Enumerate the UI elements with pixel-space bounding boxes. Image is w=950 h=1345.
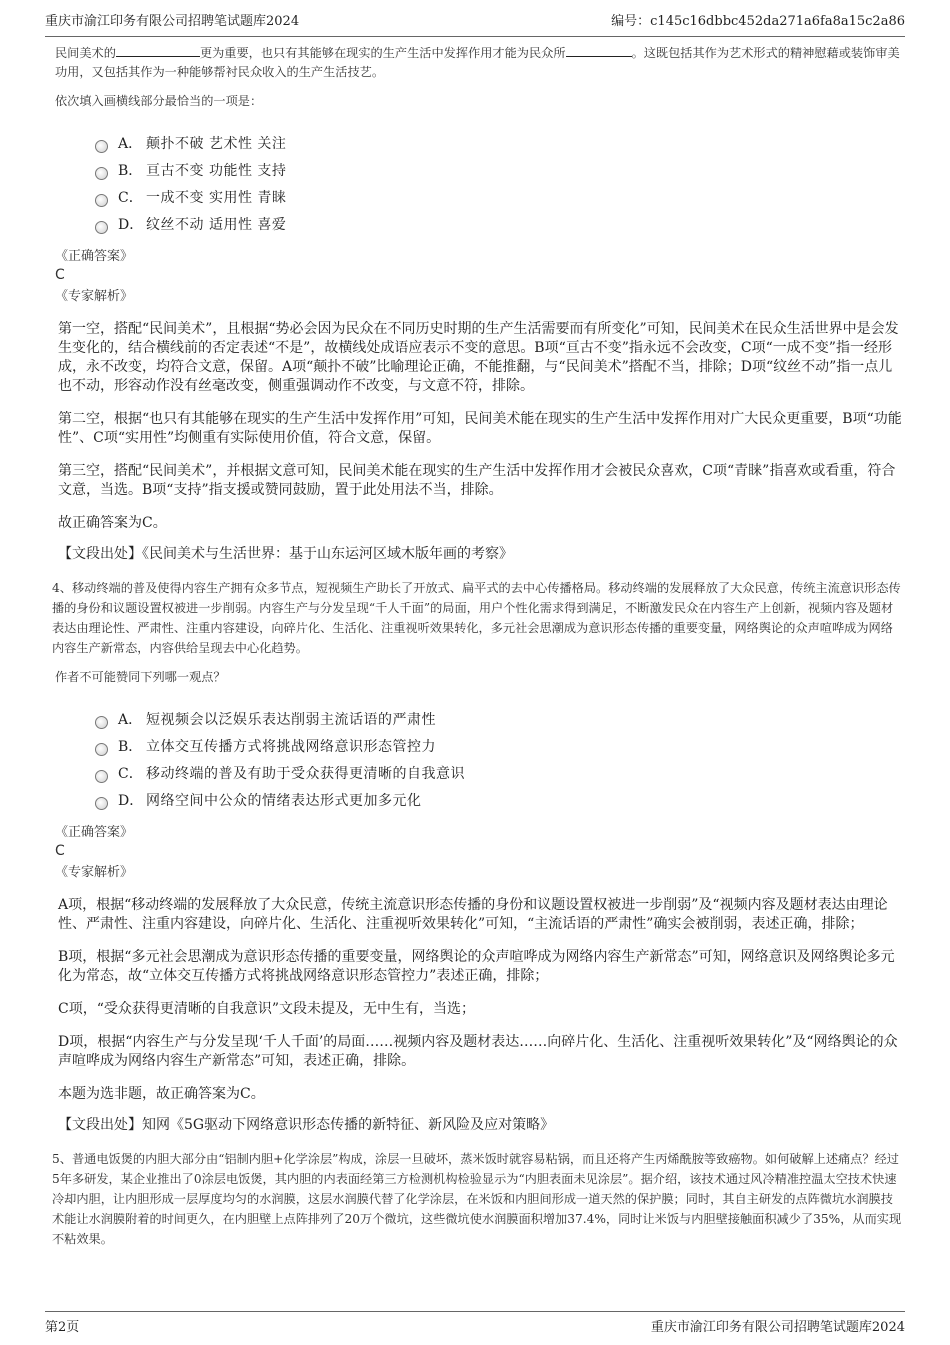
q3-analysis-1: 第一空，搭配“民间美术”，且根据“势必会因为民众在不同历史时期的生产生活需要而有所变化”可知，民间美术在民众生活世界中是会发生变化的，结合横线前的否定表述“不是”，故横线处成语应表示不变的意思。B项“亘古不变”指永远不会改变，C项“一成不变”指一经形成，永不改变，均符合文意，保留。A项“颠扑不破”比喻理论正确，不能推翻，与“民间美术”搭配不当，排除；D项“纹丝不动”指一点儿也不动，形容动作没有丝毫改变，侧重强调动作不改变，与文意不符，排除。 [58, 321, 899, 394]
radio-icon[interactable] [95, 743, 108, 756]
q4-analysis-b: B项，根据“多元社会思潮成为意识形态传播的重要变量，网络舆论的众声喧哗成为网络内容生产新常态”可知，网络意识及网络舆论多元化为常态，故“立体交互传播方式将挑战网络意识形态管控力”表述正确，排除； [58, 949, 895, 984]
option-text: 立体交互传播方式将挑战网络意识形态管控力 [146, 739, 436, 755]
q4-option-d[interactable] [95, 788, 905, 815]
page-number: 第2页 [45, 1320, 80, 1335]
option-letter: A． [118, 136, 143, 152]
radio-icon[interactable] [95, 797, 108, 810]
q3-option-b[interactable] [95, 158, 905, 185]
q3-source: 【文段出处】《民间美术与生活世界：基于山东运河区域木版年画的考察》 [58, 546, 513, 562]
q4-answer: C [55, 843, 65, 859]
q3-option-a[interactable] [95, 131, 905, 158]
q4-stem: 4、移动终端的普及使得内容生产拥有众多节点，短视频生产助长了开放式、扁平式的去中心传播格局。移动终端的发展释放了大众民意，传统主流意识形态传播的身份和议题设置权被进一步削弱。内容生产与分发呈现“千人千面”的局面，用户个性化需求得到满足，不断激发民众在内容生产上创新，视频内容及题材表达由理论性、严肃性、注重内容建设，向碎片化、生活化、注重视听效果转化，多元社会思潮成为意识形态传播的重要变量，网络舆论的众声喧哗成为网络内容生产新常态，内容供给呈现去中心化趋势。 [52, 581, 901, 655]
q3-option-c[interactable] [95, 185, 905, 212]
q3-stem [55, 44, 905, 82]
q3-prompt: 依次填入画横线部分最恰当的一项是： [55, 94, 263, 108]
q5-stem: 5、普通电饭煲的内胆大部分由“铝制内胆+化学涂层”构成，涂层一旦破坏，蒸米饭时就容易粘锅，而且还将产生丙烯酰胺等致癌物。如何破解上述痛点？经过5年多研发，某企业推出了0涂层电饭煲，其内胆的内表面经第三方检测机构检验显示为“内胆表面未见涂层”。据介绍，该技术通过风冷精准控温太空技术快速冷却内胆，让内胆形成一层厚度均匀的水润膜，这层水润膜代替了化学涂层，在米饭和内胆间形成一道天然的保护膜；同时，其自主研发的点阵微坑水润膜技术能让水润膜附着的时间更久，在内胆壁上点阵排列了20万个微坑，这些微坑使水润膜面积增加37.4%，同时让米饭与内胆壁接触面积减少了35%，从而实现不粘效果。 [52, 1152, 902, 1246]
q4-analysis-label: 《专家解析》 [55, 865, 134, 880]
q3-analysis-3: 第三空，搭配“民间美术”，并根据文意可知，民间美术能在现实的生产生活中发挥作用才会被民众喜欢，C项“青睐”指喜欢或看重，符合文意，当选。B项“支持”指支援或赞同鼓励，置于此处用法不当，排除。 [58, 463, 896, 498]
q3-analysis-2: 第二空，根据“也只有其能够在现实的生产生活中发挥作用”可知，民间美术能在现实的生产生活中发挥作用对广大民众更重要，B项“功能性”、C项“实用性”均侧重有实际使用价值，符合文意，保留。 [58, 411, 902, 446]
option-text: 移动终端的普及有助于受众获得更清晰的自我意识 [146, 766, 465, 782]
radio-icon[interactable] [95, 770, 108, 783]
header-title: 重庆市渝江印务有限公司招聘笔试题库2024 [45, 14, 300, 29]
option-letter: C． [118, 766, 143, 782]
q3-analysis-label: 《专家解析》 [55, 289, 134, 304]
page-content [52, 44, 905, 1259]
page-footer [45, 1311, 905, 1342]
q4-option-c[interactable] [95, 761, 905, 788]
q3-stem-part1: 民间美术的 [55, 46, 116, 60]
q4-analysis-d: D项，根据“内容生产与分发呈现‘千人千面’的局面……视频内容及题材表达……向碎片化、生活化、注重视听效果转化”及“网络舆论的众声喧哗成为网络内容生产新常态”可知，表述正确，排除。 [58, 1034, 898, 1069]
q4-analysis-c: C项，“受众获得更清晰的自我意识”文段未提及，无中生有，当选； [58, 1001, 476, 1017]
option-letter: B． [118, 163, 143, 179]
q4-analysis-a: A项，根据“移动终端的发展释放了大众民意，传统主流意识形态传播的身份和议题设置权被进一步削弱”及“视频内容及题材表达由理论性、严肃性、注重内容建设，向碎片化、生活化、注重视听效果转化”可知，“主流话语的严肃性”确实会被削弱，表述正确，排除； [58, 897, 888, 932]
option-letter: B． [118, 739, 143, 755]
q4-analysis-conclusion: 本题为选非题，故正确答案为C。 [58, 1086, 265, 1102]
page-header [45, 10, 905, 37]
q3-stem-part2: 更为重要，也只有其能够在现实的生产生活中发挥作用才能为民众所 [199, 46, 566, 60]
option-text: 一成不变 实用性 青睐 [146, 190, 287, 206]
q3-blank-1 [116, 44, 200, 57]
header-doc-id: 编号：c145c16dbbc452da271a6fa8a15c2a86 [611, 14, 905, 29]
q4-prompt: 作者不可能赞同下列哪一观点？ [55, 670, 226, 684]
radio-icon[interactable] [95, 716, 108, 729]
option-letter: A． [118, 712, 143, 728]
q4-option-b[interactable] [95, 734, 905, 761]
radio-icon[interactable] [95, 194, 108, 207]
option-text: 纹丝不动 适用性 喜爱 [146, 217, 287, 233]
q4-source: 【文段出处】知网《5G驱动下网络意识形态传播的新特征、新风险及应对策略》 [58, 1117, 555, 1133]
q4-answer-label: 《正确答案》 [55, 825, 134, 840]
option-text: 亘古不变 功能性 支持 [146, 163, 287, 179]
option-letter: D． [118, 793, 144, 809]
option-text: 短视频会以泛娱乐表达削弱主流话语的严肃性 [146, 712, 436, 728]
footer-title: 重庆市渝江印务有限公司招聘笔试题库2024 [650, 1320, 905, 1335]
q4-options [95, 707, 905, 815]
q3-options [95, 131, 905, 239]
q3-blank-2 [566, 44, 632, 57]
radio-icon[interactable] [95, 140, 108, 153]
q3-answer-label: 《正确答案》 [55, 249, 134, 264]
q3-stem-part3: 。这既包括其作为艺术形式的精神慰藉或装饰审美功用，又包括其作为一种能够帮衬民众收入的生产生活技艺。 [55, 46, 900, 79]
q3-answer: C [55, 267, 65, 283]
radio-icon[interactable] [95, 221, 108, 234]
q3-analysis-conclusion: 故正确答案为C。 [58, 515, 167, 531]
q3-option-d[interactable] [95, 212, 905, 239]
option-letter: C． [118, 190, 143, 206]
option-text: 颠扑不破 艺术性 关注 [146, 136, 287, 152]
q4-option-a[interactable] [95, 707, 905, 734]
option-letter: D． [118, 217, 144, 233]
option-text: 网络空间中公众的情绪表达形式更加多元化 [146, 793, 422, 809]
radio-icon[interactable] [95, 167, 108, 180]
